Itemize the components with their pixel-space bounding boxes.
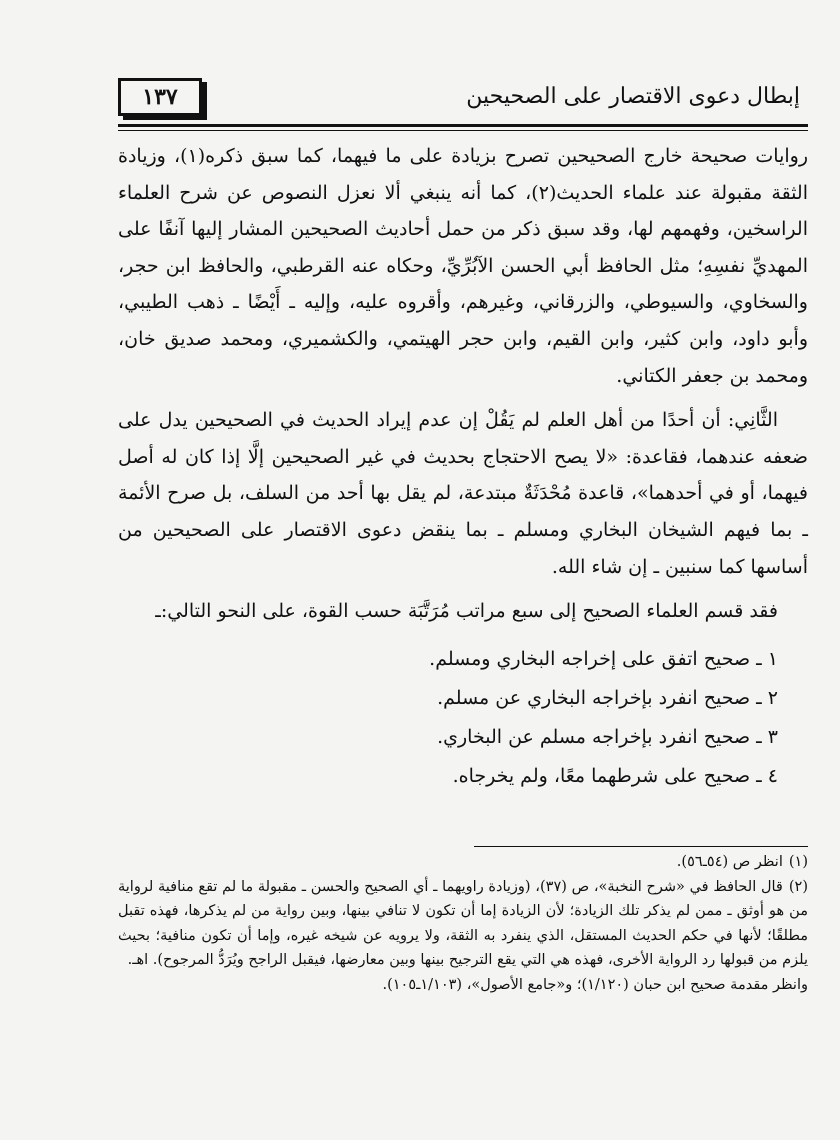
footnote-text: وانظر مقدمة صحيح ابن حبان (١/١٢٠)؛ و«جامع الأصول»، (١/١٠٣ـ١٠٥). [382, 976, 808, 993]
header-rule-thin [118, 130, 808, 131]
paragraph-2: الثَّانِي: أن أحدًا من أهل العلم لم يَقُلْ إن عدم إيراد الحديث في الصحيحين يدل على ضعفه عندهما، فقاعدة: «لا يصح الاحتجاج بحديث في غير الصحيحين إلَّا إذا كان له أصل فيهما، أو في أحدهما»، قاعدة مُحْدَثَةٌ مبتدعة، لم يقل بها أحد من السلف، بل صرح الأئمة ـ بما فيهم الشيخان البخاري ومسلم ـ بما ينقض دعوى الاقتصار على الصحيحين من أساسها كما سنبين ـ إن شاء الله. [118, 409, 808, 578]
header-rule-thick [118, 124, 808, 127]
footnote-separator [474, 846, 808, 847]
footnote-marker: (١) [788, 854, 808, 870]
page-number: ١٣٧ [118, 78, 202, 116]
running-title: إبطال دعوى الاقتصار على الصحيحين [466, 84, 800, 109]
list-item: ٤ ـ صحيح على شرطهما معًا، ولم يخرجاه. [452, 764, 778, 787]
main-text [118, 138, 808, 796]
paragraph-1: روايات صحيحة خارج الصحيحين تصرح بزيادة على ما فيهما، كما سبق ذكره(١)، وزيادة الثقة مقبولة عند علماء الحديث(٢)، كما أنه ينبغي ألا نعزل النصوص عن شرح العلماء الراسخين، وفهمهم لها، وقد سبق ذكر من حمل أحاديث الصحيحين المشار إليها آنفًا على المهديِّ نفسِهِ؛ مثل الحافظ أبي الحسن الآبُرِّيِّ، وحكاه عنه القرطبي، والحافظ ابن حجر، والسخاوي، والسيوطي، والزرقاني، وغيرهم، وأقروه عليه، وإليه ـ أَيْضًا ـ ذهب الطيبي، وأبو داود، وابن كثير، وابن القيم، وابن حجر الهيتمي، والكشميري، ومحمد صديق خان، ومحمد بن جعفر الكتاني. [118, 145, 808, 387]
footnote-2-continued [118, 973, 808, 998]
paragraph-3: فقد قسم العلماء الصحيح إلى سبع مراتب مُرَتَّبَة حسب القوة، على النحو التالي:ـ [155, 600, 778, 623]
footnote-marker: (٢) [788, 878, 808, 895]
grades-list [118, 640, 808, 796]
list-item: ٣ ـ صحيح انفرد بإخراجه مسلم عن البخاري. [437, 725, 778, 748]
footnote-text: انظر ص (٥٤ـ٥٦). [676, 854, 783, 870]
footnote-2 [118, 875, 808, 973]
list-item: ١ ـ صحيح اتفق على إخراجه البخاري ومسلم. [429, 647, 778, 670]
footnote-text: قال الحافظ في «شرح النخبة»، ص (٣٧)، (وزيادة راويهما ـ أي الصحيح والحسن ـ مقبولة ما لم تقع منافية لرواية من هو أوثق ـ ممن لم يذكر تلك الزيادة؛ لأن الزيادة إما أن تكون لا تنافي بينها، وبين رواية من لم يذكرها، فهذه تقبل مطلقًا؛ لأنها في حكم الحديث المستقل، الذي ينفرد به الثقة، ولا يرويه عن شيخه غيره، وإما أن تكون منافية؛ بحيث يلزم من قبولها رد الرواية الأخرى، فهذه هي التي يقع الترجيح بينها وبين معارضها، فيقبل الراجح ويُرَدُّ المرجوح). اهـ. [118, 878, 808, 968]
footnotes [118, 850, 808, 997]
list-item: ٢ ـ صحيح انفرد بإخراجه البخاري عن مسلم. [437, 686, 778, 709]
page-header [118, 76, 808, 122]
footnote-1 [118, 850, 808, 875]
